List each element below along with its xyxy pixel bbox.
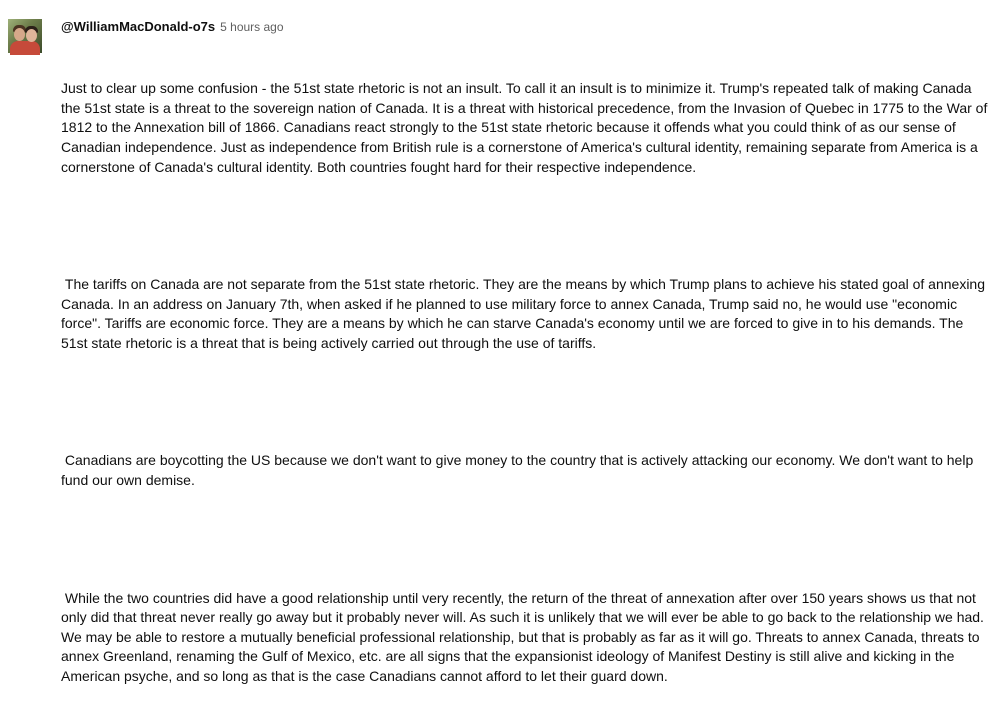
paragraph-spacer bbox=[61, 393, 993, 413]
avatar[interactable] bbox=[8, 19, 42, 53]
avatar-photo-shirt bbox=[10, 41, 40, 55]
author-handle-link[interactable]: @WilliamMacDonald-o7s bbox=[61, 19, 216, 34]
paragraph-spacer bbox=[61, 530, 993, 550]
comment-paragraph-4: While the two countries did have a good relationship until very recently, the return of the threat of annexation after over 150 years shows us that not only did that threat never really go away but it probably never will. As such it is unlikely that we will ever be able to go back to the relationship we had. We may be able to restore a mutually beneficial professional relationship, but that is probably as far as it will go. Threats to annex Canada, threats to annex Greenland, renaming the Gulf of Mexico, etc. are all signs that the expansionist ideology of Manifest Destiny is still alive and kicking in the American psyche, and so long as that is the case Canadians cannot afford to let their guard down. bbox=[61, 589, 988, 684]
paragraph-spacer bbox=[61, 216, 993, 236]
comment-body bbox=[61, 40, 993, 726]
avatar-photo-face-right bbox=[26, 29, 37, 42]
comment-paragraph-1: Just to clear up some confusion - the 51st state rhetoric is not an insult. To call it an insult is to minimize it. Trump's repeated talk of making Canada the 51st state is a threat to the sovereign nation of Canada. It is a threat with historical precedence, from the Invasion of Quebec in 1775 to the War of 1812 to the Annexation bill of 1866. Canadians react strongly to the 51st state rhetoric because it offends what you could think of as our sense of Canadian independence. Just as independence from British rule is a cornerstone of America's cultural identity, remaining separate from America is a cornerstone of Canada's cultural identity. Both countries fought hard for their respective independence. bbox=[61, 80, 992, 175]
comment-paragraph-2: The tariffs on Canada are not separate from the 51st state rhetoric. They are the means by which Trump plans to achieve his stated goal of annexing Canada. In an address on January 7th, when asked if he planned to use military force to annex Canada, Trump said no, he would use "economic force". Tariffs are economic force. They are a means by which he can starve Canada's economy until we are forced to give in to his demands. The 51st state rhetoric is a threat that is being actively carried out through the use of tariffs. bbox=[61, 276, 989, 351]
comment-header bbox=[61, 19, 284, 37]
comment-timestamp-link[interactable]: 5 hours ago bbox=[220, 20, 284, 34]
avatar-photo-face-left bbox=[14, 28, 25, 41]
comment-paragraph-3: Canadians are boycotting the US because we don't want to give money to the country that is actively attacking our economy. We don't want to help fund our own demise. bbox=[61, 452, 978, 489]
